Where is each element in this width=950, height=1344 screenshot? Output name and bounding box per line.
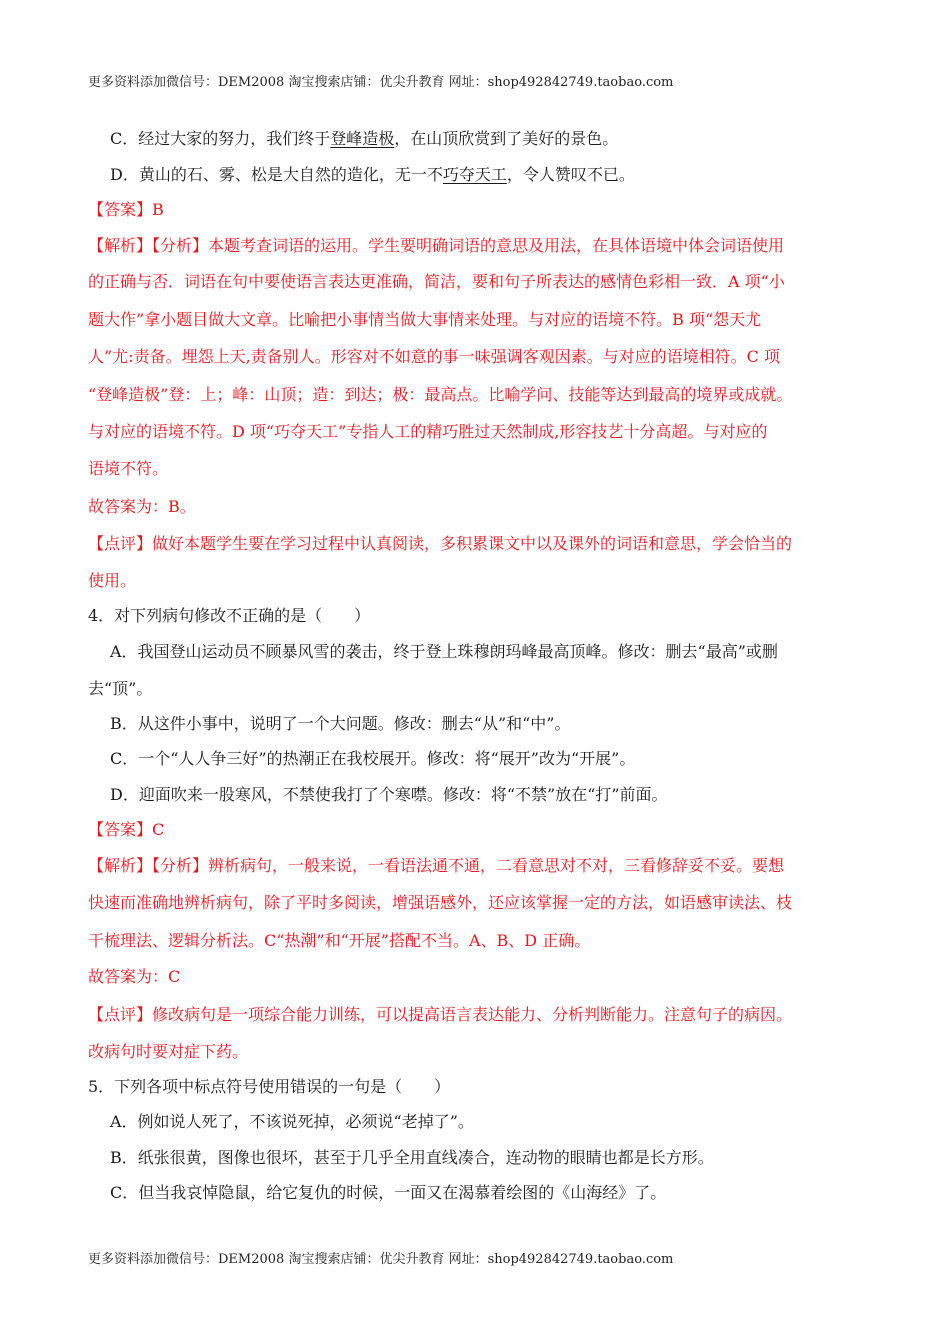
q4-stem: 4．对下列病句修改不正确的是（ ） [88, 606, 371, 625]
underlined-term: 登峰造极 [330, 129, 395, 148]
q4-conclusion: 故答案为：C [88, 967, 181, 986]
q4-comment-line: 改病句时要对症下药。 [88, 1042, 249, 1061]
q4-option-a-cont: 去“顶”。 [88, 679, 153, 698]
q5-option-b: B．纸张很黄，图像也很坏，甚至于几乎全用直线凑合，连动物的眼睛也都是长方形。 [110, 1148, 714, 1167]
q4-option-b: B．从这件小事中，说明了一个大问题。修改：删去“从”和“中”。 [110, 714, 571, 733]
q3-analysis-line: “登峰造极”登：上；峰：山顶；造：到达；极：最高点。比喻学问、技能等达到最高的境界或成就。 [88, 385, 793, 404]
underlined-term: 巧夺天工 [442, 165, 507, 184]
q3-analysis-line: 的正确与否．词语在句中要使语言表达更准确，简洁，要和句子所表达的感情色彩相一致．A 项“小 [88, 272, 785, 291]
q4-option-a: A．我国登山运动员不顾暴风雪的袭击，终于登上珠穆朗玛峰最高顶峰。修改：删去“最高”或删 [110, 642, 778, 661]
q3-comment-line: 【点评】做好本题学生要在学习过程中认真阅读，多积累课文中以及课外的词语和意思，学会恰当的 [88, 534, 793, 553]
q4-option-c: C．一个“人人争三好”的热潮正在我校展开。修改：将“展开”改为“开展”。 [110, 749, 636, 768]
q4-analysis-line: 快速而准确地辨析病句，除了平时多阅读，增强语感外，还应该掌握一定的方法，如语感审读法、枝 [88, 893, 793, 912]
q3-comment-line: 使用。 [88, 571, 137, 590]
q3-analysis-line: 题大作”拿小题目做大文章。比喻把小事情当做大事情来处理。与对应的语境不符。B 项“怨天尤 [88, 310, 762, 329]
page-header: 更多资料添加微信号：DEM2008 淘宝搜索店铺：优尖升教育 网址：shop492842749.taobao.com [88, 75, 674, 90]
q3-option-d: D．黄山的石、雾、松是大自然的造化，无一不巧夺天工，令人赞叹不已。 [110, 165, 635, 184]
q3-analysis-line: 语境不符。 [88, 459, 169, 478]
q3-answer: 【答案】B [88, 200, 164, 219]
q5-option-c: C．但当我哀悼隐鼠，给它复仇的时候，一面又在渴慕着绘图的《山海经》了。 [110, 1183, 667, 1202]
q5-option-a: A．例如说人死了，不该说死掉，必须说“老掉了”。 [110, 1112, 474, 1131]
q4-comment-line: 【点评】修改病句是一项综合能力训练，可以提高语言表达能力、分析判断能力。注意句子的病因。 [88, 1005, 793, 1024]
q4-option-d: D．迎面吹来一股寒风，不禁使我打了个寒噤。修改：将“不禁”放在“打”前面。 [110, 785, 668, 804]
q3-analysis-line: 与对应的语境不符。D 项“巧夺天工”专指人工的精巧胜过天然制成,形容技艺十分高超。与对应的 [88, 422, 768, 441]
q3-analysis-line: 【解析】【分析】本题考查词语的运用。学生要明确词语的意思及用法，在具体语境中体会词语使用 [88, 236, 785, 255]
q3-analysis-line: 人”尤:责备。埋怨上天,责备别人。形容对不如意的事一味强调客观因素。与对应的语境相符。C 项 [88, 347, 780, 366]
q4-analysis-line: 干梳理法、逻辑分析法。C“热潮”和“开展”搭配不当。A、B、D 正确。 [88, 931, 591, 950]
q5-stem: 5．下列各项中标点符号使用错误的一句是（ ） [88, 1077, 451, 1096]
q4-analysis-line: 【解析】【分析】辨析病句，一般来说，一看语法通不通，二看意思对不对，三看修辞妥不妥。要想 [88, 856, 785, 875]
page-footer: 更多资料添加微信号：DEM2008 淘宝搜索店铺：优尖升教育 网址：shop492842749.taobao.com [88, 1252, 674, 1267]
q4-answer: 【答案】C [88, 820, 165, 839]
q3-conclusion: 故答案为：B。 [88, 497, 196, 516]
q3-option-c: C．经过大家的努力，我们终于登峰造极，在山顶欣赏到了美好的景色。 [110, 129, 619, 148]
